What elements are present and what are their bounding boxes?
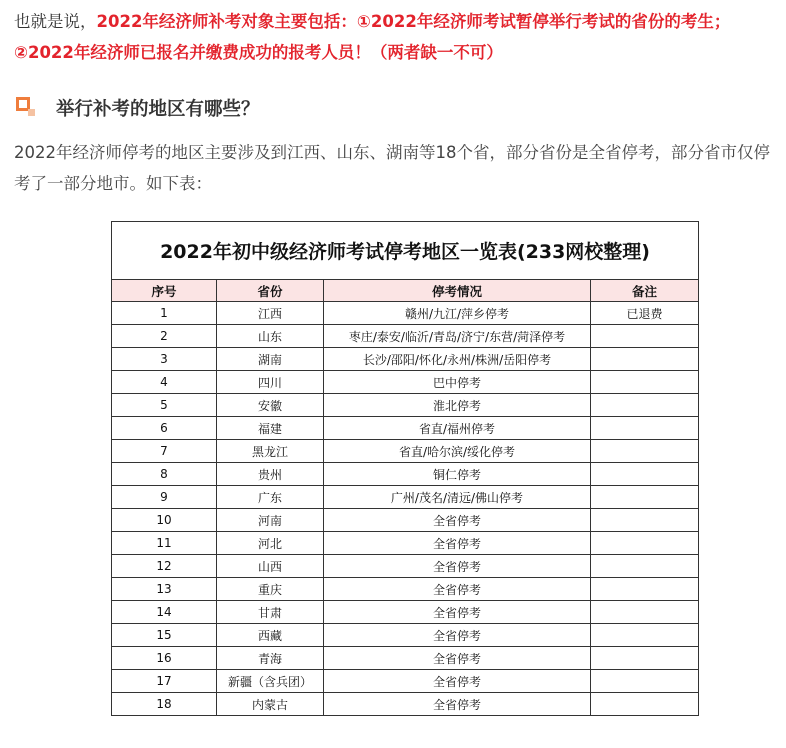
cell-index: 3 xyxy=(112,348,217,371)
cell-note xyxy=(591,532,699,555)
cell-index: 9 xyxy=(112,486,217,509)
cell-province: 西藏 xyxy=(217,624,324,647)
cell-status: 全省停考 xyxy=(324,693,591,716)
table-row xyxy=(112,371,699,394)
cell-index: 2 xyxy=(112,325,217,348)
table-row xyxy=(112,417,699,440)
cell-note xyxy=(591,670,699,693)
table-row xyxy=(112,440,699,463)
cell-note xyxy=(591,417,699,440)
table-row xyxy=(112,693,699,716)
table-row xyxy=(112,463,699,486)
cell-status: 全省停考 xyxy=(324,670,591,693)
cell-status: 淮北停考 xyxy=(324,394,591,417)
cell-province: 广东 xyxy=(217,486,324,509)
cell-index: 13 xyxy=(112,578,217,601)
cell-note xyxy=(591,555,699,578)
section-heading xyxy=(14,94,260,122)
table-row xyxy=(112,555,699,578)
cell-province: 内蒙古 xyxy=(217,693,324,716)
table-header-row xyxy=(112,280,699,302)
cell-note xyxy=(591,371,699,394)
table-row xyxy=(112,670,699,693)
header-note: 备注 xyxy=(591,280,699,302)
cell-index: 17 xyxy=(112,670,217,693)
cell-index: 15 xyxy=(112,624,217,647)
cell-province: 重庆 xyxy=(217,578,324,601)
cell-note xyxy=(591,693,699,716)
cell-index: 7 xyxy=(112,440,217,463)
table-row xyxy=(112,325,699,348)
cell-status: 全省停考 xyxy=(324,578,591,601)
cell-province: 青海 xyxy=(217,647,324,670)
cell-index: 5 xyxy=(112,394,217,417)
cell-status: 巴中停考 xyxy=(324,371,591,394)
cell-index: 18 xyxy=(112,693,217,716)
table-body xyxy=(112,302,699,716)
cell-province: 甘肃 xyxy=(217,601,324,624)
orange-square-icon xyxy=(14,97,36,119)
cell-note xyxy=(591,647,699,670)
header-index: 序号 xyxy=(112,280,217,302)
cell-status: 广州/茂名/清远/佛山停考 xyxy=(324,486,591,509)
table-row xyxy=(112,486,699,509)
table-row xyxy=(112,348,699,371)
header-province: 省份 xyxy=(217,280,324,302)
cell-status: 全省停考 xyxy=(324,647,591,670)
cell-province: 河南 xyxy=(217,509,324,532)
cell-province: 贵州 xyxy=(217,463,324,486)
cell-province: 新疆（含兵团） xyxy=(217,670,324,693)
cell-note xyxy=(591,578,699,601)
cell-status: 赣州/九江/萍乡停考 xyxy=(324,302,591,325)
cell-note xyxy=(591,463,699,486)
cell-note xyxy=(591,325,699,348)
cell-province: 江西 xyxy=(217,302,324,325)
cell-province: 山东 xyxy=(217,325,324,348)
table-row xyxy=(112,647,699,670)
cell-index: 16 xyxy=(112,647,217,670)
table-row xyxy=(112,624,699,647)
table-row xyxy=(112,601,699,624)
cell-status: 省直/哈尔滨/绥化停考 xyxy=(324,440,591,463)
cell-index: 1 xyxy=(112,302,217,325)
cell-index: 11 xyxy=(112,532,217,555)
cell-index: 12 xyxy=(112,555,217,578)
cell-note xyxy=(591,624,699,647)
cell-province: 福建 xyxy=(217,417,324,440)
table-row xyxy=(112,509,699,532)
cell-note xyxy=(591,348,699,371)
cell-province: 安徽 xyxy=(217,394,324,417)
cell-note xyxy=(591,394,699,417)
cell-status: 省直/福州停考 xyxy=(324,417,591,440)
cell-index: 4 xyxy=(112,371,217,394)
cell-status: 枣庄/泰安/临沂/青岛/济宁/东营/菏泽停考 xyxy=(324,325,591,348)
cell-province: 四川 xyxy=(217,371,324,394)
cell-note xyxy=(591,509,699,532)
table-row xyxy=(112,578,699,601)
table-row xyxy=(112,302,699,325)
body-paragraph: 2022年经济师停考的地区主要涉及到江西、山东、湖南等18个省，部分省份是全省停考，部分省市仅停考了一部分地市。如下表： xyxy=(14,143,770,193)
cell-status: 全省停考 xyxy=(324,532,591,555)
section-title: 举行补考的地区有哪些？ xyxy=(56,99,260,120)
cell-status: 铜仁停考 xyxy=(324,463,591,486)
cell-status: 全省停考 xyxy=(324,624,591,647)
cell-province: 河北 xyxy=(217,532,324,555)
suspension-table xyxy=(111,221,699,716)
header-status: 停考情况 xyxy=(324,280,591,302)
cell-index: 14 xyxy=(112,601,217,624)
cell-province: 黑龙江 xyxy=(217,440,324,463)
cell-status: 全省停考 xyxy=(324,601,591,624)
cell-status: 长沙/邵阳/怀化/永州/株洲/岳阳停考 xyxy=(324,348,591,371)
intro-prefix: 也就是说， xyxy=(14,12,97,31)
table-title: 2022年初中级经济师考试停考地区一览表(233网校整理) xyxy=(112,222,699,280)
table-row xyxy=(112,394,699,417)
cell-status: 全省停考 xyxy=(324,509,591,532)
cell-status: 全省停考 xyxy=(324,555,591,578)
cell-note: 已退费 xyxy=(591,302,699,325)
cell-index: 8 xyxy=(112,463,217,486)
cell-province: 山西 xyxy=(217,555,324,578)
table-row xyxy=(112,532,699,555)
cell-province: 湖南 xyxy=(217,348,324,371)
cell-index: 6 xyxy=(112,417,217,440)
cell-note xyxy=(591,601,699,624)
intro-paragraph xyxy=(14,6,786,68)
intro-highlight: 2022年经济师补考对象主要包括：①2022年经济师考试暂停举行考试的省份的考生；②2022年经济师已报名并缴费成功的报考人员！（两者缺一不可） xyxy=(14,12,731,62)
cell-note xyxy=(591,440,699,463)
cell-index: 10 xyxy=(112,509,217,532)
cell-note xyxy=(591,486,699,509)
